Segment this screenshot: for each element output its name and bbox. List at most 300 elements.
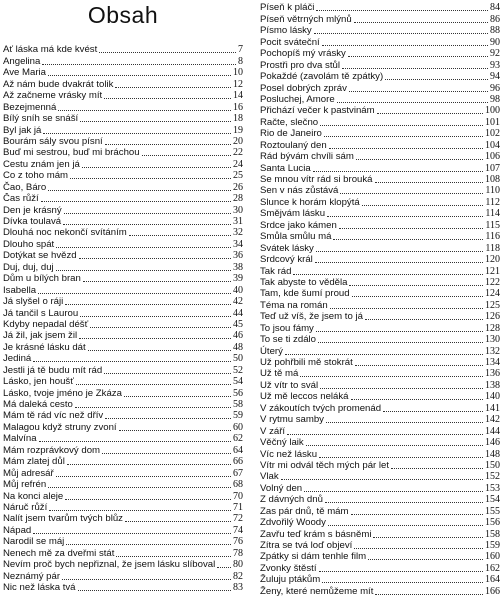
toc-entry [3,204,243,215]
toc-entry-page-number: 30 [233,204,243,216]
dot-leader [306,445,483,446]
toc-entry-title: Věčný laik [260,437,304,449]
toc-entry [260,185,500,196]
dot-leader [349,91,488,92]
toc-entry-page-number: 115 [485,219,500,231]
toc-entry-title: Už mě leccos neláká [260,391,349,403]
toc-entry [260,368,500,379]
toc-entry-page-number: 140 [485,391,500,403]
dot-leader [42,64,236,65]
toc-entry [260,574,500,585]
toc-entry-page-number: 74 [233,524,243,536]
toc-entry-title: Dům u bílých bran [3,273,81,285]
toc-entry [3,216,243,227]
toc-entry-page-number: 104 [485,139,500,151]
toc-entry-page-number: 138 [485,379,500,391]
toc-entry [3,433,243,444]
toc-entry-page-number: 130 [485,334,500,346]
toc-entry-page-number: 64 [233,444,243,456]
toc-entry-page-number: 132 [485,345,500,357]
toc-entry-page-number: 8 [238,55,243,67]
dot-leader [354,22,488,23]
toc-entry [3,147,243,158]
dot-leader [351,514,483,515]
dot-leader [79,338,231,339]
dot-leader [104,373,231,374]
toc-entry [260,437,500,448]
dot-leader [49,510,231,511]
toc-entry-page-number: 166 [485,585,500,597]
toc-entry [3,261,243,272]
toc-entry [3,502,243,513]
dot-leader [326,422,483,423]
toc-entry-title: Rád bývám chvíli sám [260,151,354,163]
toc-entry [3,341,243,352]
toc-entry [260,94,500,105]
toc-entry-title: Ženy, které nemůžeme mít [260,585,374,597]
toc-entry-page-number: 25 [233,170,243,182]
dot-leader [385,79,488,80]
toc-entry-page-number: 60 [233,421,243,433]
toc-entry-title: Tak rád [260,265,292,277]
toc-entry [3,181,243,192]
dot-leader [352,296,483,297]
toc-entry [3,90,243,101]
toc-entry-page-number: 83 [233,582,243,593]
toc-entry-title: Angelina [3,55,41,67]
toc-entry [3,273,243,284]
toc-entry-page-number: 50 [233,353,243,365]
toc-entry-title: Rio de Janeiro [260,128,322,140]
toc-entry-page-number: 164 [485,574,500,586]
dot-leader [67,464,231,465]
toc-entry-page-number: 158 [485,528,500,540]
toc-entry [260,82,500,93]
dot-leader [33,533,231,534]
toc-entry-page-number: 142 [485,414,500,426]
toc-entry-title: Zpátky si dám tenhle film [260,551,367,563]
dot-leader [300,376,483,377]
toc-entry-title: Já slyšel o ráji [3,296,64,308]
dot-leader [102,453,231,454]
toc-entry [260,36,500,47]
toc-entry-title: Téma na román [260,299,328,311]
toc-entry-title: Jestli já tě budu mít rád [3,364,103,376]
toc-entry-title: Dívka toulavá [3,216,62,227]
toc-entry-title: Přichází večer k pastvinám [260,105,375,117]
dot-leader [105,418,231,419]
toc-entry-title: Nápad [3,524,32,536]
toc-entry-page-number: 42 [233,296,243,308]
toc-entry [260,208,500,219]
dot-leader [66,544,231,545]
toc-entry-title: Já žil, jak jsem žil [3,330,78,342]
toc-entry [3,570,243,581]
dot-leader [340,193,483,194]
toc-entry [3,456,243,467]
dot-leader [304,491,483,492]
toc-entry [3,136,243,147]
toc-entry [3,67,243,78]
dot-leader [48,75,231,76]
dot-leader [99,52,236,53]
dot-leader [337,102,488,103]
toc-entry [260,174,500,185]
toc-entry-title: Nic než láska tvá [3,582,76,593]
dot-leader [80,121,231,122]
toc-entry-title: Tak abyste to věděla [260,276,348,288]
toc-column-left [3,0,243,593]
toc-entry-page-number: 101 [485,116,500,128]
toc-entry-page-number: 34 [233,238,243,250]
toc-entry-title: Vlak [260,471,279,483]
toc-entry-title: Posel dobrých zpráv [260,82,347,94]
toc-entry [260,505,500,516]
toc-entry [3,524,243,535]
toc-entry-title: Se mnou vítr rád si brouká [260,174,373,185]
toc-entry-page-number: 71 [233,501,243,513]
toc-entry-title: V září [260,425,286,437]
toc-entry-page-number: 124 [485,288,500,300]
toc-entry [260,128,500,139]
toc-entry-title: Dotýkat se hvězd [3,250,77,262]
toc-entry-page-number: 100 [485,105,500,117]
toc-entry-title: Z dávných dnů [260,494,323,506]
toc-entry-page-number: 84 [490,2,500,14]
toc-entry [260,151,500,162]
toc-entry-page-number: 78 [233,547,243,559]
toc-entry-title: Čao, Báro [3,181,47,193]
toc-entry-title: V rytmu samby [260,414,324,426]
toc-entry-title: Nenech mě za dveřmi stát [3,547,115,559]
page-title: Obsah [87,2,159,28]
toc-entry [260,196,500,207]
dot-leader [349,285,483,286]
toc-entry-title: Až nám bude dvakrát tolik [3,78,114,90]
toc-entry-title: Bílý sníh se snáší [3,113,79,125]
toc-entry-title: Víc než lásku [260,448,318,460]
dot-leader [70,178,231,179]
toc-entry-title: Až začneme vrásky mít [3,90,103,102]
dot-leader [362,205,484,206]
toc-entry-title: Duj, duj, duj [3,261,54,273]
toc-entry-title: Žuluju ptákům [260,574,321,586]
toc-entry-title: Pocit sváteční [260,36,320,48]
toc-entry-title: Můj refrén [3,479,47,491]
toc-entry-page-number: 26 [233,181,243,193]
toc-entry-page-number: 70 [233,490,243,502]
dot-leader [318,342,483,343]
dot-leader [115,87,231,88]
toc-entry [260,25,500,36]
dot-leader [329,148,483,149]
toc-entry [260,425,500,436]
toc-entry-page-number: 67 [233,467,243,479]
toc-entry [260,494,500,505]
toc-entry-page-number: 93 [490,59,500,71]
toc-entry-page-number: 76 [233,536,243,548]
toc-list-left [3,44,243,593]
toc-entry-title: Svátek lásky [260,242,314,254]
toc-entry [260,562,500,573]
toc-entry [3,250,243,261]
toc-entry [260,322,500,333]
toc-entry-page-number: 48 [233,341,243,353]
dot-leader [322,45,488,46]
toc-entry [260,288,500,299]
toc-entry-page-number: 62 [233,433,243,445]
toc-entry [3,364,243,375]
toc-entry [260,162,500,173]
toc-entry [3,284,243,295]
toc-entry-page-number: 59 [233,410,243,422]
toc-entry-title: Zas pár dnů, tě mám [260,505,349,517]
toc-entry [3,44,243,55]
toc-entry-page-number: 40 [233,284,243,296]
toc-list-right [260,0,500,597]
dot-leader [328,525,483,526]
toc-entry-title: Lásko, tvoje jméno je Zkáza [3,387,122,399]
dot-leader [319,571,483,572]
toc-entry [260,311,500,322]
toc-entry [3,582,243,593]
toc-entry-page-number: 102 [485,128,500,140]
dot-leader [342,68,488,69]
toc-entry-title: Santa Lucia [260,162,311,174]
toc-entry-title: Sen v nás zůstává [260,185,339,197]
toc-entry-page-number: 106 [485,151,500,163]
toc-entry-title: Dlouho spát [3,238,55,250]
toc-entry [3,124,243,135]
toc-entry-title: Mám tě rád víc než dřív [3,410,104,422]
toc-entry-title: Srdce jako kámen [260,219,337,231]
dot-leader [125,521,231,522]
toc-entry [260,585,500,596]
toc-entry [260,414,500,425]
toc-entry [3,158,243,169]
toc-entry [3,387,243,398]
toc-entry-page-number: 125 [485,299,500,311]
toc-entry-title: Isabella [3,284,37,296]
toc-entry-title: Volný den [260,482,303,494]
toc-entry-page-number: 96 [490,82,500,94]
toc-entry-page-number: 36 [233,250,243,262]
dot-leader [281,479,483,480]
toc-entry [3,55,243,66]
toc-entry-title: Pokaždé (zavolám tě zpátky) [260,71,384,83]
toc-entry [3,78,243,89]
toc-entry-title: Nevím proč bych nepřiznal, že jsem lásku slíboval [3,559,216,571]
toc-entry-title: Vítr mi odvál těch mých pár let [260,459,390,471]
toc-entry [3,410,243,421]
dot-leader [79,258,231,259]
toc-entry-page-number: 18 [233,113,243,125]
toc-entry-page-number: 31 [233,216,243,227]
dot-leader [314,33,488,34]
toc-entry-title: Buď mi sestrou, buď mi bráchou [3,147,140,159]
dot-leader [38,293,231,294]
dot-leader [373,537,483,538]
toc-entry [260,13,500,24]
toc-entry [260,334,500,345]
toc-entry-title: Tam, kde šumí proud [260,288,350,300]
toc-entry-page-number: 126 [485,311,500,323]
toc-entry [260,299,500,310]
toc-entry-page-number: 92 [490,48,500,60]
toc-entry-page-number: 66 [233,456,243,468]
dot-leader [355,365,483,366]
toc-entry-page-number: 98 [490,93,500,105]
dot-leader [83,281,231,282]
dot-leader [142,155,231,156]
toc-entry-title: To jsou fámy [260,322,314,334]
toc-entry [260,277,500,288]
dot-leader [76,384,231,385]
toc-entry-page-number: 112 [485,196,500,208]
toc-entry-title: Malvína [3,433,37,445]
toc-entry [260,402,500,413]
toc-entry [3,353,243,364]
toc-entry-page-number: 80 [233,559,243,571]
toc-entry-page-number: 108 [485,174,500,185]
toc-entry-page-number: 56 [233,387,243,399]
toc-entry-page-number: 90 [490,36,500,48]
dot-leader [377,113,483,114]
toc-entry-page-number: 134 [485,357,500,368]
toc-entry [3,467,243,478]
dot-leader [43,133,231,134]
dot-leader [391,468,483,469]
toc-entry-title: Už pohřbili mě stokrát [260,357,353,368]
toc-entry-title: Já tančil s Laurou [3,307,79,319]
toc-entry-title: Písmo lásky [260,25,312,37]
toc-entry [3,547,243,558]
toc-entry-title: Zavřu teď krám s básněmi [260,528,372,540]
dot-leader [339,228,484,229]
toc-entry [3,513,243,524]
dot-leader [90,327,231,328]
toc-entry-title: Na konci aleje [3,490,64,502]
toc-entry-page-number: 118 [485,242,500,254]
dot-leader [354,548,483,549]
toc-entry [260,528,500,539]
toc-entry-page-number: 160 [485,551,500,563]
toc-entry-title: Nalít jsem tvarům tvých blůz [3,513,123,525]
toc-entry-title: Byl jak já [3,124,42,136]
toc-entry-page-number: 58 [233,399,243,410]
toc-entry-title: Zdvořilý Woody [260,517,326,529]
toc-entry-title: Čas růží [3,193,39,205]
toc-entry-title: Srdcový král [260,254,313,266]
dot-leader [129,235,231,236]
dot-leader [365,319,483,320]
toc-entry [3,193,243,204]
toc-entry-title: Roztoulaný den [260,139,327,151]
toc-entry-page-number: 121 [485,265,500,277]
dot-leader [320,388,483,389]
toc-entry [260,48,500,59]
toc-entry-page-number: 154 [485,494,500,506]
dot-leader [56,270,231,271]
dot-leader [325,502,483,503]
toc-entry-page-number: 86 [490,13,500,25]
dot-leader [119,430,231,431]
dot-leader [320,125,483,126]
toc-entry-title: Smějvám lásku [260,208,326,220]
toc-entry-page-number: 116 [485,231,500,243]
toc-entry [3,536,243,547]
toc-entry-title: Je krásné lásku dát [3,341,86,353]
dot-leader [217,567,231,568]
dot-leader [63,224,231,225]
toc-entry-title: Prostři pro dva stůl [260,59,340,71]
toc-entry [3,376,243,387]
dot-leader [315,262,483,263]
toc-entry-page-number: 152 [485,471,500,483]
toc-entry-title: Neznámý pár [3,570,61,582]
toc-entry-page-number: 153 [485,482,500,494]
toc-entry-title: Píseň větrných mlýnů [260,13,352,25]
dot-leader [316,10,488,11]
toc-entry-title: Úterý [260,345,283,357]
toc-entry-title: Jediná [3,353,32,365]
toc-entry-page-number: 128 [485,322,500,334]
toc-entry-title: Mám rozprávkový dom [3,444,101,456]
dot-leader [62,579,231,580]
toc-entry-page-number: 32 [233,227,243,239]
toc-entry [260,254,500,265]
toc-entry [260,116,500,127]
toc-entry-page-number: 52 [233,364,243,376]
toc-entry [3,238,243,249]
toc-entry-title: Ave Maria [3,67,47,79]
dot-leader [375,182,483,183]
toc-entry-page-number: 82 [233,570,243,582]
toc-entry-title: Už tě má [260,368,299,380]
toc-entry-page-number: 120 [485,254,500,266]
dot-leader [313,171,483,172]
toc-entry-page-number: 141 [485,402,500,414]
toc-entry [3,444,243,455]
dot-leader [287,434,483,435]
toc-entry-title: Zítra se tvá loď objeví [260,540,353,551]
toc-entry-title: Posluchej, Amore [260,93,335,105]
toc-entry-title: Malagou když struny zvoní [3,421,117,433]
toc-entry-title: Už vítr to svál [260,379,319,391]
dot-leader [293,274,483,275]
toc-entry-page-number: 16 [233,101,243,113]
toc-entry [260,265,500,276]
toc-entry-page-number: 39 [233,273,243,285]
toc-entry-title: Den je krásný [3,204,62,216]
toc-entry-title: Co z toho mám [3,170,69,182]
toc-entry-page-number: 110 [485,185,500,197]
toc-entry-title: Má daleká cesto [3,399,73,410]
toc-entry [3,330,243,341]
toc-entry [260,482,500,493]
toc-entry-page-number: 156 [485,517,500,529]
toc-entry [260,2,500,13]
toc-entry-title: Mám zlatej důl [3,456,65,468]
toc-entry-page-number: 159 [485,540,500,551]
dot-leader [48,190,231,191]
dot-leader [56,476,231,477]
toc-entry-page-number: 72 [233,513,243,525]
toc-entry-page-number: 20 [233,135,243,147]
toc-entry [260,551,500,562]
toc-entry [260,379,500,390]
toc-entry-title: Kdyby nepadal déšť [3,318,89,330]
